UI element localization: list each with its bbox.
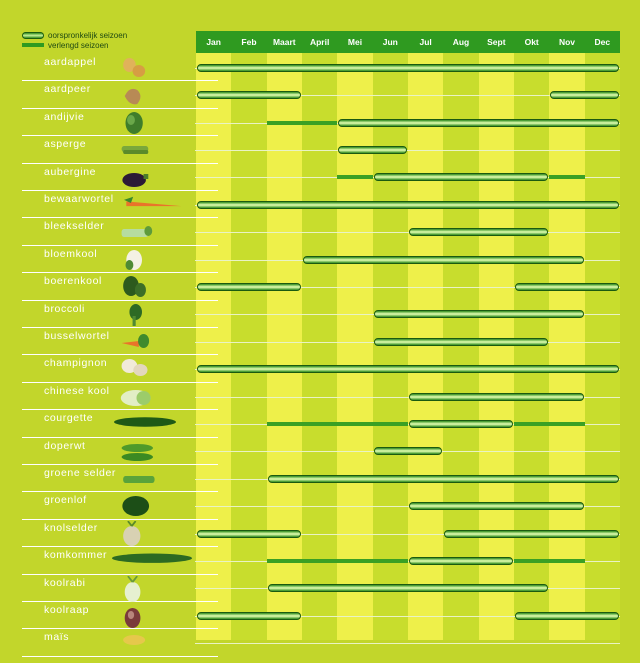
vegetable-label: courgette (44, 412, 94, 425)
vegetable-label: aardpeer (44, 83, 91, 96)
vegetable-label: busselwortel (44, 330, 110, 342)
month-label: April (309, 37, 330, 47)
eggplant-icon (120, 165, 164, 193)
legend-extended (22, 40, 127, 50)
original-season-bar (444, 530, 619, 538)
original-season-bar (197, 91, 301, 99)
row-gridline (195, 232, 620, 233)
original-season-bar (515, 612, 619, 620)
legend-original-label: oorspronkelijk seizoen (48, 30, 128, 40)
row-separator (22, 217, 218, 218)
original-season-bar (409, 502, 584, 510)
extended-season-swatch (22, 43, 44, 47)
row-separator (22, 574, 218, 575)
month-label: Sept (487, 37, 506, 47)
original-season-bar (374, 447, 443, 455)
original-season-bar (374, 338, 549, 346)
original-season-bar (268, 475, 619, 483)
original-season-swatch (22, 32, 44, 39)
original-season-bar (374, 310, 584, 318)
month-label: Mei (347, 37, 363, 47)
extended-season-bar (267, 422, 408, 426)
potato-icon (120, 55, 164, 83)
celeriac-icon (120, 521, 164, 549)
extended-season-bar (337, 175, 372, 179)
extended-season-bar (514, 559, 585, 563)
month-label: Feb (241, 37, 257, 47)
vegetable-label: andijvie (44, 110, 85, 123)
month-label: Maart (272, 37, 296, 47)
original-season-bar (197, 612, 301, 620)
original-season-bar (409, 393, 584, 401)
vegetable-label: komkommer (44, 549, 108, 562)
vegetable-label: aubergine (44, 165, 97, 178)
month-column (302, 53, 337, 640)
broccoli-icon (120, 302, 164, 330)
mushroom-icon (120, 356, 164, 384)
vegetable-label: groenlof (44, 494, 87, 507)
vegetable-label: bewaarwortel (44, 193, 114, 205)
vegetable-label: koolraap (44, 604, 90, 616)
original-season-bar (409, 557, 513, 565)
month-column (585, 53, 620, 640)
row-gridline (195, 643, 620, 644)
vegetable-label: doperwt (44, 439, 86, 452)
original-season-bar (197, 201, 619, 209)
month-column (549, 53, 584, 640)
original-season-bar (197, 365, 619, 373)
extended-season-bar (549, 175, 584, 179)
original-season-bar (550, 91, 619, 99)
endive-icon (120, 110, 164, 138)
bunched-carrot-icon (120, 329, 164, 357)
vegetable-label: boerenkool (44, 275, 102, 288)
legend-extended-label: verlengd seizoen (48, 40, 109, 50)
vegetable-label: koolrabi (44, 576, 86, 589)
original-season-bar (197, 283, 301, 291)
month-column (267, 53, 302, 640)
month-label: Jan (206, 37, 221, 47)
vegetable-label: chinese kool (44, 384, 110, 397)
month-column (337, 53, 372, 640)
chicory-icon (120, 493, 164, 521)
carrot-icon (124, 192, 186, 214)
cucumber-icon (112, 548, 194, 570)
extended-season-bar (267, 121, 338, 125)
month-label: Dec (594, 37, 611, 47)
asparagus-icon (120, 137, 164, 165)
vegetable-label: aardappel (44, 56, 97, 68)
month-label: Jul (419, 37, 432, 47)
kale-icon (120, 274, 164, 302)
original-season-bar (409, 228, 548, 236)
extended-season-bar (514, 422, 585, 426)
original-season-bar (303, 256, 584, 264)
row-gridline (195, 150, 620, 151)
month-column (231, 53, 266, 640)
vegetable-label: champignon (44, 357, 108, 370)
extended-season-bar (267, 559, 408, 563)
original-season-bar (374, 173, 549, 181)
kohlrabi-icon (120, 576, 164, 604)
original-season-bar (338, 146, 407, 154)
original-season-bar (197, 64, 619, 72)
green-celery-icon (120, 466, 164, 494)
month-column (479, 53, 514, 640)
corn-icon (120, 630, 164, 658)
jerusalem-artichoke-icon (120, 82, 164, 110)
vegetable-label: asperge (44, 138, 87, 151)
month-column (514, 53, 549, 640)
legend-original (22, 30, 127, 40)
original-season-bar (409, 420, 513, 428)
legend (22, 30, 127, 50)
original-season-bar (268, 584, 549, 592)
month-label: Nov (558, 37, 576, 47)
peas-icon (120, 439, 164, 467)
month-column (373, 53, 408, 640)
vegetable-label: bloemkool (44, 247, 98, 260)
vegetable-label: groene selder (44, 467, 117, 479)
month-label: Jun (382, 37, 398, 47)
month-column (196, 53, 231, 640)
vegetable-label: maïs (44, 631, 70, 644)
month-column (408, 53, 443, 640)
month-column (443, 53, 478, 640)
cauliflower-icon (120, 247, 164, 275)
month-label: Okt (524, 37, 539, 47)
rutabaga-icon (120, 603, 164, 631)
original-season-bar (197, 530, 301, 538)
chinese-cabbage-icon (120, 384, 164, 412)
month-label: Aug (452, 37, 470, 47)
row-separator (22, 437, 218, 438)
vegetable-label: knolselder (44, 521, 98, 534)
original-season-bar (338, 119, 619, 127)
zucchini-icon (114, 411, 176, 433)
vegetable-label: bleekselder (44, 220, 105, 233)
vegetable-label: broccoli (44, 302, 85, 315)
celery-icon (120, 219, 164, 247)
original-season-bar (515, 283, 619, 291)
